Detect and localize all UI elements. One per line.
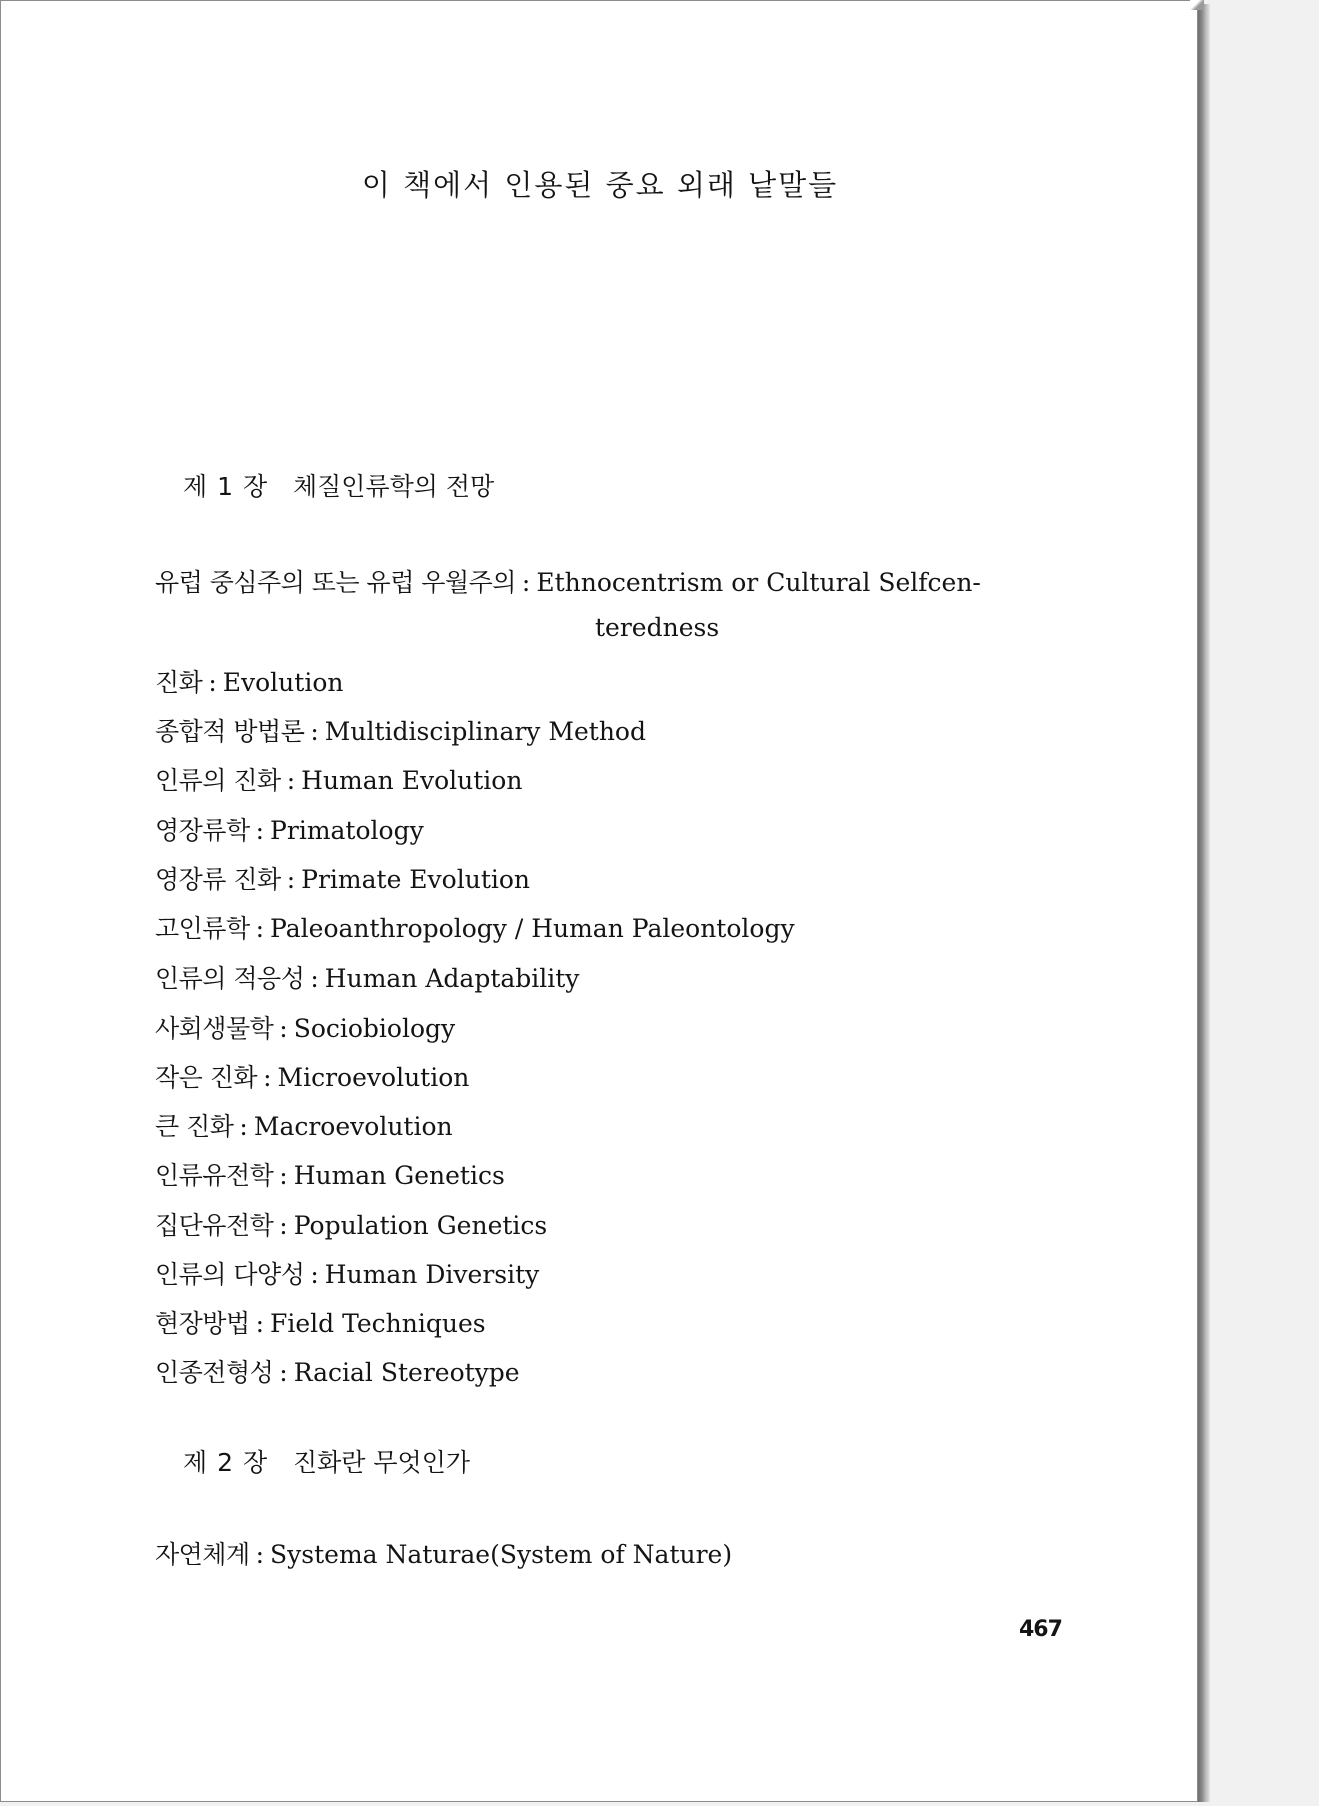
glossary-entry [155, 1009, 455, 1045]
term-english: Primate Evolution [301, 865, 531, 894]
term-english: Ethnocentrism or Cultural Selfcen- [536, 568, 981, 597]
term-separator: : [255, 1540, 265, 1569]
term-separator: : [279, 1211, 288, 1240]
term-english: Paleoanthropology / Human Paleontology [270, 914, 795, 943]
chapter-2-heading [183, 1443, 470, 1479]
chapter-1-heading [183, 467, 494, 503]
term-separator: : [310, 1260, 319, 1289]
glossary-entry [155, 1206, 547, 1242]
term-separator: : [286, 865, 296, 894]
term-english: Field Techniques [270, 1309, 486, 1338]
term-english: Racial Stereotype [293, 1358, 520, 1387]
glossary-entry [155, 1107, 453, 1143]
glossary-entry [155, 1353, 520, 1389]
term-korean: 유럽 중심주의 또는 유럽 우월주의 [155, 568, 516, 597]
term-english: Human Evolution [301, 766, 523, 795]
term-separator: : [286, 766, 296, 795]
glossary-entry [155, 563, 981, 599]
term-separator: : [255, 914, 265, 943]
term-separator: : [255, 1309, 265, 1338]
term-separator: : [310, 717, 319, 746]
term-english: Human Genetics [293, 1161, 505, 1190]
glossary-entry [155, 1058, 469, 1094]
term-korean: 현장방법 [155, 1309, 250, 1338]
term-english: Human Diversity [324, 1260, 540, 1289]
page-stack-edge [1198, 4, 1210, 1802]
term-english: Systema Naturae(System of Nature) [270, 1540, 733, 1569]
term-english: Multidisciplinary Method [324, 717, 646, 746]
term-english: Population Genetics [293, 1211, 548, 1240]
glossary-entry [155, 1535, 732, 1571]
glossary-entry [155, 1255, 539, 1291]
term-korean: 종합적 방법론 [155, 717, 305, 746]
term-korean: 인류유전학 [155, 1161, 274, 1190]
term-separator: : [279, 1161, 288, 1190]
term-korean: 영장류학 [155, 816, 250, 845]
glossary-entry [155, 811, 424, 847]
glossary-entry [155, 959, 579, 995]
glossary-entry [155, 712, 646, 748]
chapter-1-title: 체질인류학의 전망 [293, 472, 495, 501]
term-english: Macroevolution [253, 1112, 453, 1141]
glossary-entry [155, 663, 343, 699]
term-korean: 영장류 진화 [155, 865, 281, 894]
chapter-2-number: 제 2 장 [183, 1448, 269, 1477]
page-corner [1190, 0, 1204, 10]
term-korean: 인류의 적응성 [155, 964, 305, 993]
term-korean: 인종전형성 [155, 1358, 274, 1387]
page-number: 467 [1019, 1617, 1062, 1642]
term-english: Primatology [270, 816, 424, 845]
glossary-entry [155, 909, 795, 945]
term-english: Microevolution [277, 1063, 470, 1092]
term-separator: : [255, 816, 265, 845]
term-separator: : [310, 964, 319, 993]
term-english-continuation: teredness [595, 613, 720, 642]
term-korean: 인류의 다양성 [155, 1260, 305, 1289]
term-korean: 큰 진화 [155, 1112, 234, 1141]
chapter-1-number: 제 1 장 [183, 472, 269, 501]
term-separator: : [263, 1063, 272, 1092]
term-english: Human Adaptability [324, 964, 580, 993]
term-english: Evolution [222, 668, 344, 697]
term-separator: : [521, 568, 531, 597]
term-korean: 사회생물학 [155, 1014, 274, 1043]
term-english: Sociobiology [293, 1014, 456, 1043]
page-title: 이 책에서 인용된 중요 외래 낱말들 [361, 168, 839, 202]
glossary-entry [155, 860, 530, 896]
glossary-entry [155, 761, 522, 797]
term-korean: 고인류학 [155, 914, 250, 943]
term-separator: : [279, 1014, 288, 1043]
term-korean: 집단유전학 [155, 1211, 274, 1240]
chapter-2-title: 진화란 무엇인가 [293, 1448, 470, 1477]
term-separator: : [279, 1358, 288, 1387]
term-korean: 자연체계 [155, 1540, 250, 1569]
term-korean: 인류의 진화 [155, 766, 281, 795]
glossary-entry [155, 1304, 486, 1340]
glossary-entry [155, 1156, 505, 1192]
term-korean: 진화 [155, 668, 203, 697]
term-separator: : [239, 1112, 248, 1141]
term-korean: 작은 진화 [155, 1063, 258, 1092]
term-separator: : [208, 668, 217, 697]
